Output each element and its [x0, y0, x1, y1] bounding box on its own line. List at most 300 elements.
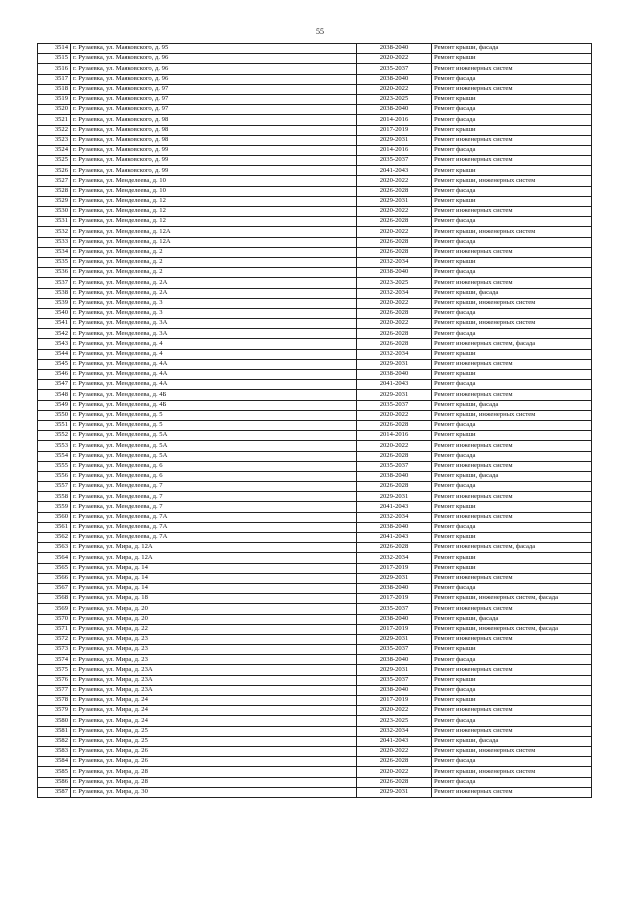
table-row	[38, 44, 592, 54]
address-cell: г. Рузаевка, ул. Маяковского, д. 99	[71, 166, 357, 176]
work-type-cell: Ремонт фасада	[432, 145, 592, 155]
work-type-cell: Ремонт инженерных систем	[432, 207, 592, 217]
table-body	[38, 44, 592, 798]
address-cell: г. Рузаевка, ул. Менделеева, д. 7А	[71, 522, 357, 532]
table-row	[38, 706, 592, 716]
table-row	[38, 787, 592, 797]
table-row	[38, 655, 592, 665]
work-type-cell: Ремонт крыши, инженерных систем, фасада	[432, 594, 592, 604]
period-cell: 2020-2022	[357, 54, 432, 64]
row-number: 3555	[38, 461, 71, 471]
period-cell: 2038-2040	[357, 685, 432, 695]
address-cell: г. Рузаевка, ул. Менделеева, д. 3	[71, 308, 357, 318]
address-cell: г. Рузаевка, ул. Менделеева, д. 4	[71, 339, 357, 349]
period-cell: 2038-2040	[357, 583, 432, 593]
table-row	[38, 492, 592, 502]
row-number: 3581	[38, 726, 71, 736]
row-number: 3562	[38, 533, 71, 543]
table-row	[38, 257, 592, 267]
address-cell: г. Рузаевка, ул. Мира, д. 14	[71, 563, 357, 573]
row-number: 3533	[38, 237, 71, 247]
period-cell: 2026-2028	[357, 420, 432, 430]
work-type-cell: Ремонт инженерных систем	[432, 726, 592, 736]
row-number: 3524	[38, 145, 71, 155]
work-type-cell: Ремонт крыши	[432, 563, 592, 573]
address-cell: г. Рузаевка, ул. Маяковского, д. 95	[71, 44, 357, 54]
period-cell: 2017-2019	[357, 125, 432, 135]
row-number: 3540	[38, 308, 71, 318]
address-cell: г. Рузаевка, ул. Мира, д. 14	[71, 573, 357, 583]
row-number: 3526	[38, 166, 71, 176]
address-cell: г. Рузаевка, ул. Мира, д. 12А	[71, 553, 357, 563]
period-cell: 2026-2028	[357, 777, 432, 787]
work-type-cell: Ремонт инженерных систем, фасада	[432, 543, 592, 553]
table-row	[38, 94, 592, 104]
row-number: 3585	[38, 767, 71, 777]
row-number: 3573	[38, 645, 71, 655]
work-type-cell: Ремонт фасада	[432, 186, 592, 196]
address-cell: г. Рузаевка, ул. Мира, д. 28	[71, 777, 357, 787]
row-number: 3531	[38, 217, 71, 227]
row-number: 3575	[38, 665, 71, 675]
address-cell: г. Рузаевка, ул. Мира, д. 24	[71, 716, 357, 726]
row-number: 3547	[38, 380, 71, 390]
row-number: 3570	[38, 614, 71, 624]
work-type-cell: Ремонт фасада	[432, 482, 592, 492]
table-row	[38, 431, 592, 441]
table-row	[38, 471, 592, 481]
period-cell: 2032-2034	[357, 726, 432, 736]
table-row	[38, 634, 592, 644]
row-number: 3542	[38, 329, 71, 339]
row-number: 3568	[38, 594, 71, 604]
row-number: 3516	[38, 64, 71, 74]
address-cell: г. Рузаевка, ул. Менделеева, д. 4Б	[71, 400, 357, 410]
table-row	[38, 563, 592, 573]
period-cell: 2020-2022	[357, 84, 432, 94]
address-cell: г. Рузаевка, ул. Мира, д. 22	[71, 624, 357, 634]
work-type-cell: Ремонт крыши	[432, 696, 592, 706]
address-cell: г. Рузаевка, ул. Мира, д. 14	[71, 583, 357, 593]
address-cell: г. Рузаевка, ул. Мира, д. 30	[71, 787, 357, 797]
work-type-cell: Ремонт крыши, инженерных систем	[432, 227, 592, 237]
table-row	[38, 594, 592, 604]
address-cell: г. Рузаевка, ул. Мира, д. 20	[71, 614, 357, 624]
period-cell: 2017-2019	[357, 624, 432, 634]
row-number: 3515	[38, 54, 71, 64]
work-type-cell: Ремонт крыши	[432, 54, 592, 64]
work-type-cell: Ремонт крыши	[432, 370, 592, 380]
work-type-cell: Ремонт фасада	[432, 105, 592, 115]
work-type-cell: Ремонт инженерных систем	[432, 278, 592, 288]
row-number: 3536	[38, 268, 71, 278]
period-cell: 2032-2034	[357, 288, 432, 298]
period-cell: 2023-2025	[357, 278, 432, 288]
row-number: 3586	[38, 777, 71, 787]
address-cell: г. Рузаевка, ул. Мира, д. 20	[71, 604, 357, 614]
row-number: 3528	[38, 186, 71, 196]
address-cell: г. Рузаевка, ул. Менделеева, д. 10	[71, 176, 357, 186]
address-cell: г. Рузаевка, ул. Менделеева, д. 6	[71, 461, 357, 471]
row-number: 3561	[38, 522, 71, 532]
period-cell: 2026-2028	[357, 329, 432, 339]
table-row	[38, 380, 592, 390]
work-type-cell: Ремонт фасада	[432, 237, 592, 247]
table-row	[38, 74, 592, 84]
period-cell: 2023-2025	[357, 94, 432, 104]
table-row	[38, 716, 592, 726]
period-cell: 2035-2037	[357, 461, 432, 471]
address-cell: г. Рузаевка, ул. Маяковского, д. 98	[71, 135, 357, 145]
row-number: 3552	[38, 431, 71, 441]
period-cell: 2026-2028	[357, 451, 432, 461]
table-row	[38, 675, 592, 685]
period-cell: 2035-2037	[357, 675, 432, 685]
row-number: 3580	[38, 716, 71, 726]
table-row	[38, 135, 592, 145]
address-cell: г. Рузаевка, ул. Менделеева, д. 3	[71, 298, 357, 308]
work-type-cell: Ремонт крыши, инженерных систем	[432, 319, 592, 329]
address-cell: г. Рузаевка, ул. Менделеева, д. 2	[71, 268, 357, 278]
table-row	[38, 522, 592, 532]
row-number: 3519	[38, 94, 71, 104]
address-cell: г. Рузаевка, ул. Мира, д. 24	[71, 706, 357, 716]
table-row	[38, 359, 592, 369]
work-type-cell: Ремонт крыши, фасада	[432, 614, 592, 624]
address-cell: г. Рузаевка, ул. Менделеева, д. 5	[71, 410, 357, 420]
row-number: 3529	[38, 196, 71, 206]
address-cell: г. Рузаевка, ул. Маяковского, д. 98	[71, 125, 357, 135]
row-number: 3564	[38, 553, 71, 563]
period-cell: 2020-2022	[357, 207, 432, 217]
row-number: 3584	[38, 757, 71, 767]
period-cell: 2020-2022	[357, 319, 432, 329]
period-cell: 2014-2016	[357, 115, 432, 125]
row-number: 3539	[38, 298, 71, 308]
row-number: 3534	[38, 247, 71, 257]
table-row	[38, 308, 592, 318]
row-number: 3541	[38, 319, 71, 329]
period-cell: 2029-2031	[357, 196, 432, 206]
row-number: 3522	[38, 125, 71, 135]
row-number: 3544	[38, 349, 71, 359]
period-cell: 2032-2034	[357, 257, 432, 267]
row-number: 3546	[38, 370, 71, 380]
work-type-cell: Ремонт крыши, инженерных систем	[432, 410, 592, 420]
work-type-cell: Ремонт крыши, фасада	[432, 44, 592, 54]
period-cell: 2035-2037	[357, 156, 432, 166]
address-cell: г. Рузаевка, ул. Менделеева, д. 12	[71, 207, 357, 217]
row-number: 3527	[38, 176, 71, 186]
table-row	[38, 553, 592, 563]
work-type-cell: Ремонт крыши	[432, 166, 592, 176]
row-number: 3523	[38, 135, 71, 145]
address-cell: г. Рузаевка, ул. Маяковского, д. 96	[71, 64, 357, 74]
work-type-cell: Ремонт инженерных систем	[432, 604, 592, 614]
period-cell: 2041-2043	[357, 380, 432, 390]
table-row	[38, 145, 592, 155]
table-row	[38, 176, 592, 186]
work-type-cell: Ремонт фасада	[432, 380, 592, 390]
row-number: 3560	[38, 512, 71, 522]
row-number: 3538	[38, 288, 71, 298]
address-cell: г. Рузаевка, ул. Маяковского, д. 97	[71, 105, 357, 115]
work-type-cell: Ремонт фасада	[432, 685, 592, 695]
address-cell: г. Рузаевка, ул. Менделеева, д. 7	[71, 502, 357, 512]
table-row	[38, 349, 592, 359]
work-type-cell: Ремонт фасада	[432, 655, 592, 665]
row-number: 3535	[38, 257, 71, 267]
work-type-cell: Ремонт крыши	[432, 196, 592, 206]
period-cell: 2017-2019	[357, 563, 432, 573]
table-row	[38, 736, 592, 746]
address-cell: г. Рузаевка, ул. Менделеева, д. 10	[71, 186, 357, 196]
address-cell: г. Рузаевка, ул. Менделеева, д. 4	[71, 349, 357, 359]
work-type-cell: Ремонт инженерных систем	[432, 706, 592, 716]
work-type-cell: Ремонт крыши, фасада	[432, 400, 592, 410]
table-row	[38, 166, 592, 176]
row-number: 3514	[38, 44, 71, 54]
work-type-cell: Ремонт инженерных систем	[432, 573, 592, 583]
row-number: 3537	[38, 278, 71, 288]
address-cell: г. Рузаевка, ул. Мира, д. 25	[71, 736, 357, 746]
work-type-cell: Ремонт крыши	[432, 125, 592, 135]
row-number: 3550	[38, 410, 71, 420]
work-type-cell: Ремонт инженерных систем	[432, 441, 592, 451]
table-row	[38, 319, 592, 329]
page-number: 55	[316, 27, 324, 36]
work-type-cell: Ремонт инженерных систем	[432, 359, 592, 369]
row-number: 3576	[38, 675, 71, 685]
table-row	[38, 227, 592, 237]
address-cell: г. Рузаевка, ул. Менделеева, д. 12	[71, 217, 357, 227]
row-number: 3532	[38, 227, 71, 237]
row-number: 3543	[38, 339, 71, 349]
address-cell: г. Рузаевка, ул. Маяковского, д. 96	[71, 74, 357, 84]
period-cell: 2032-2034	[357, 553, 432, 563]
address-cell: г. Рузаевка, ул. Менделеева, д. 7	[71, 492, 357, 502]
row-number: 3556	[38, 471, 71, 481]
work-type-cell: Ремонт фасада	[432, 522, 592, 532]
period-cell: 2017-2019	[357, 696, 432, 706]
row-number: 3579	[38, 706, 71, 716]
period-cell: 2026-2028	[357, 217, 432, 227]
table-row	[38, 624, 592, 634]
work-type-cell: Ремонт фасада	[432, 308, 592, 318]
table-row	[38, 777, 592, 787]
work-type-cell: Ремонт крыши, фасада	[432, 736, 592, 746]
row-number: 3553	[38, 441, 71, 451]
period-cell: 2026-2028	[357, 308, 432, 318]
period-cell: 2020-2022	[357, 298, 432, 308]
address-cell: г. Рузаевка, ул. Менделеева, д. 6	[71, 471, 357, 481]
row-number: 3551	[38, 420, 71, 430]
work-type-cell: Ремонт инженерных систем	[432, 512, 592, 522]
address-cell: г. Рузаевка, ул. Мира, д. 23А	[71, 665, 357, 675]
table-row	[38, 54, 592, 64]
address-cell: г. Рузаевка, ул. Маяковского, д. 97	[71, 94, 357, 104]
row-number: 3517	[38, 74, 71, 84]
work-type-cell: Ремонт крыши	[432, 553, 592, 563]
period-cell: 2035-2037	[357, 400, 432, 410]
work-type-cell: Ремонт фасада	[432, 420, 592, 430]
table-row	[38, 288, 592, 298]
work-type-cell: Ремонт фасада	[432, 217, 592, 227]
address-cell: г. Рузаевка, ул. Мира, д. 18	[71, 594, 357, 604]
row-number: 3521	[38, 115, 71, 125]
address-cell: г. Рузаевка, ул. Мира, д. 23А	[71, 675, 357, 685]
period-cell: 2020-2022	[357, 706, 432, 716]
work-type-cell: Ремонт инженерных систем	[432, 135, 592, 145]
work-type-cell: Ремонт фасада	[432, 329, 592, 339]
address-cell: г. Рузаевка, ул. Мира, д. 28	[71, 767, 357, 777]
period-cell: 2020-2022	[357, 441, 432, 451]
table-row	[38, 125, 592, 135]
row-number: 3582	[38, 736, 71, 746]
address-cell: г. Рузаевка, ул. Менделеева, д. 7	[71, 482, 357, 492]
row-number: 3518	[38, 84, 71, 94]
address-cell: г. Рузаевка, ул. Маяковского, д. 99	[71, 145, 357, 155]
period-cell: 2026-2028	[357, 186, 432, 196]
address-cell: г. Рузаевка, ул. Менделеева, д. 2	[71, 257, 357, 267]
row-number: 3569	[38, 604, 71, 614]
table-row	[38, 420, 592, 430]
address-cell: г. Рузаевка, ул. Мира, д. 25	[71, 726, 357, 736]
address-cell: г. Рузаевка, ул. Маяковского, д. 96	[71, 54, 357, 64]
period-cell: 2041-2043	[357, 166, 432, 176]
table-row	[38, 645, 592, 655]
work-type-cell: Ремонт фасада	[432, 268, 592, 278]
period-cell: 2035-2037	[357, 645, 432, 655]
work-type-cell: Ремонт инженерных систем	[432, 787, 592, 797]
address-cell: г. Рузаевка, ул. Менделеева, д. 3А	[71, 329, 357, 339]
table-row	[38, 614, 592, 624]
period-cell: 2020-2022	[357, 176, 432, 186]
table-row	[38, 461, 592, 471]
table-row	[38, 400, 592, 410]
work-type-cell: Ремонт инженерных систем	[432, 634, 592, 644]
address-cell: г. Рузаевка, ул. Мира, д. 24	[71, 696, 357, 706]
period-cell: 2038-2040	[357, 471, 432, 481]
work-type-cell: Ремонт крыши	[432, 349, 592, 359]
work-type-cell: Ремонт фасада	[432, 716, 592, 726]
address-cell: г. Рузаевка, ул. Мира, д. 26	[71, 757, 357, 767]
address-cell: г. Рузаевка, ул. Мира, д. 23	[71, 634, 357, 644]
period-cell: 2026-2028	[357, 482, 432, 492]
row-number: 3557	[38, 482, 71, 492]
period-cell: 2017-2019	[357, 594, 432, 604]
row-number: 3520	[38, 105, 71, 115]
work-type-cell: Ремонт фасада	[432, 777, 592, 787]
address-cell: г. Рузаевка, ул. Менделеева, д. 2	[71, 247, 357, 257]
period-cell: 2029-2031	[357, 492, 432, 502]
table-row	[38, 573, 592, 583]
row-number: 3563	[38, 543, 71, 553]
work-type-cell: Ремонт крыши, инженерных систем	[432, 767, 592, 777]
table-row	[38, 278, 592, 288]
period-cell: 2029-2031	[357, 634, 432, 644]
period-cell: 2029-2031	[357, 787, 432, 797]
row-number: 3574	[38, 655, 71, 665]
row-number: 3565	[38, 563, 71, 573]
period-cell: 2038-2040	[357, 44, 432, 54]
work-type-cell: Ремонт крыши	[432, 257, 592, 267]
address-cell: г. Рузаевка, ул. Менделеева, д. 7А	[71, 512, 357, 522]
row-number: 3559	[38, 502, 71, 512]
table-row	[38, 247, 592, 257]
address-cell: г. Рузаевка, ул. Менделеева, д. 12А	[71, 237, 357, 247]
table-row	[38, 604, 592, 614]
work-type-cell: Ремонт инженерных систем	[432, 665, 592, 675]
table-row	[38, 217, 592, 227]
period-cell: 2014-2016	[357, 431, 432, 441]
row-number: 3571	[38, 624, 71, 634]
period-cell: 2035-2037	[357, 64, 432, 74]
period-cell: 2029-2031	[357, 665, 432, 675]
address-cell: г. Рузаевка, ул. Менделеева, д. 4А	[71, 359, 357, 369]
period-cell: 2032-2034	[357, 512, 432, 522]
period-cell: 2029-2031	[357, 390, 432, 400]
table-row	[38, 665, 592, 675]
period-cell: 2020-2022	[357, 746, 432, 756]
address-cell: г. Рузаевка, ул. Менделеева, д. 2А	[71, 278, 357, 288]
table-row	[38, 84, 592, 94]
address-cell: г. Рузаевка, ул. Менделеева, д. 7А	[71, 533, 357, 543]
address-cell: г. Рузаевка, ул. Маяковского, д. 97	[71, 84, 357, 94]
work-type-cell: Ремонт инженерных систем	[432, 156, 592, 166]
row-number: 3577	[38, 685, 71, 695]
table-row	[38, 696, 592, 706]
table-row	[38, 502, 592, 512]
table-row	[38, 441, 592, 451]
work-type-cell: Ремонт инженерных систем	[432, 247, 592, 257]
period-cell: 2026-2028	[357, 247, 432, 257]
work-type-cell: Ремонт фасада	[432, 451, 592, 461]
period-cell: 2026-2028	[357, 543, 432, 553]
table-row	[38, 329, 592, 339]
address-cell: г. Рузаевка, ул. Мира, д. 26	[71, 746, 357, 756]
table-row	[38, 726, 592, 736]
table-row	[38, 512, 592, 522]
work-type-cell: Ремонт крыши	[432, 645, 592, 655]
period-cell: 2020-2022	[357, 227, 432, 237]
table-row	[38, 186, 592, 196]
period-cell: 2038-2040	[357, 105, 432, 115]
period-cell: 2020-2022	[357, 410, 432, 420]
period-cell: 2029-2031	[357, 573, 432, 583]
address-cell: г. Рузаевка, ул. Мира, д. 12А	[71, 543, 357, 553]
address-cell: г. Рузаевка, ул. Менделеева, д. 4А	[71, 370, 357, 380]
work-type-cell: Ремонт крыши	[432, 533, 592, 543]
work-type-cell: Ремонт крыши	[432, 431, 592, 441]
period-cell: 2026-2028	[357, 339, 432, 349]
table-row	[38, 685, 592, 695]
row-number: 3567	[38, 583, 71, 593]
row-number: 3587	[38, 787, 71, 797]
table-row	[38, 767, 592, 777]
work-type-cell: Ремонт инженерных систем	[432, 84, 592, 94]
table-row	[38, 410, 592, 420]
address-cell: г. Рузаевка, ул. Мира, д. 23А	[71, 685, 357, 695]
period-cell: 2020-2022	[357, 767, 432, 777]
row-number: 3583	[38, 746, 71, 756]
table-row	[38, 482, 592, 492]
period-cell: 2041-2043	[357, 736, 432, 746]
work-type-cell: Ремонт крыши, фасада	[432, 288, 592, 298]
work-type-cell: Ремонт фасада	[432, 757, 592, 767]
table-row	[38, 370, 592, 380]
table-row	[38, 451, 592, 461]
